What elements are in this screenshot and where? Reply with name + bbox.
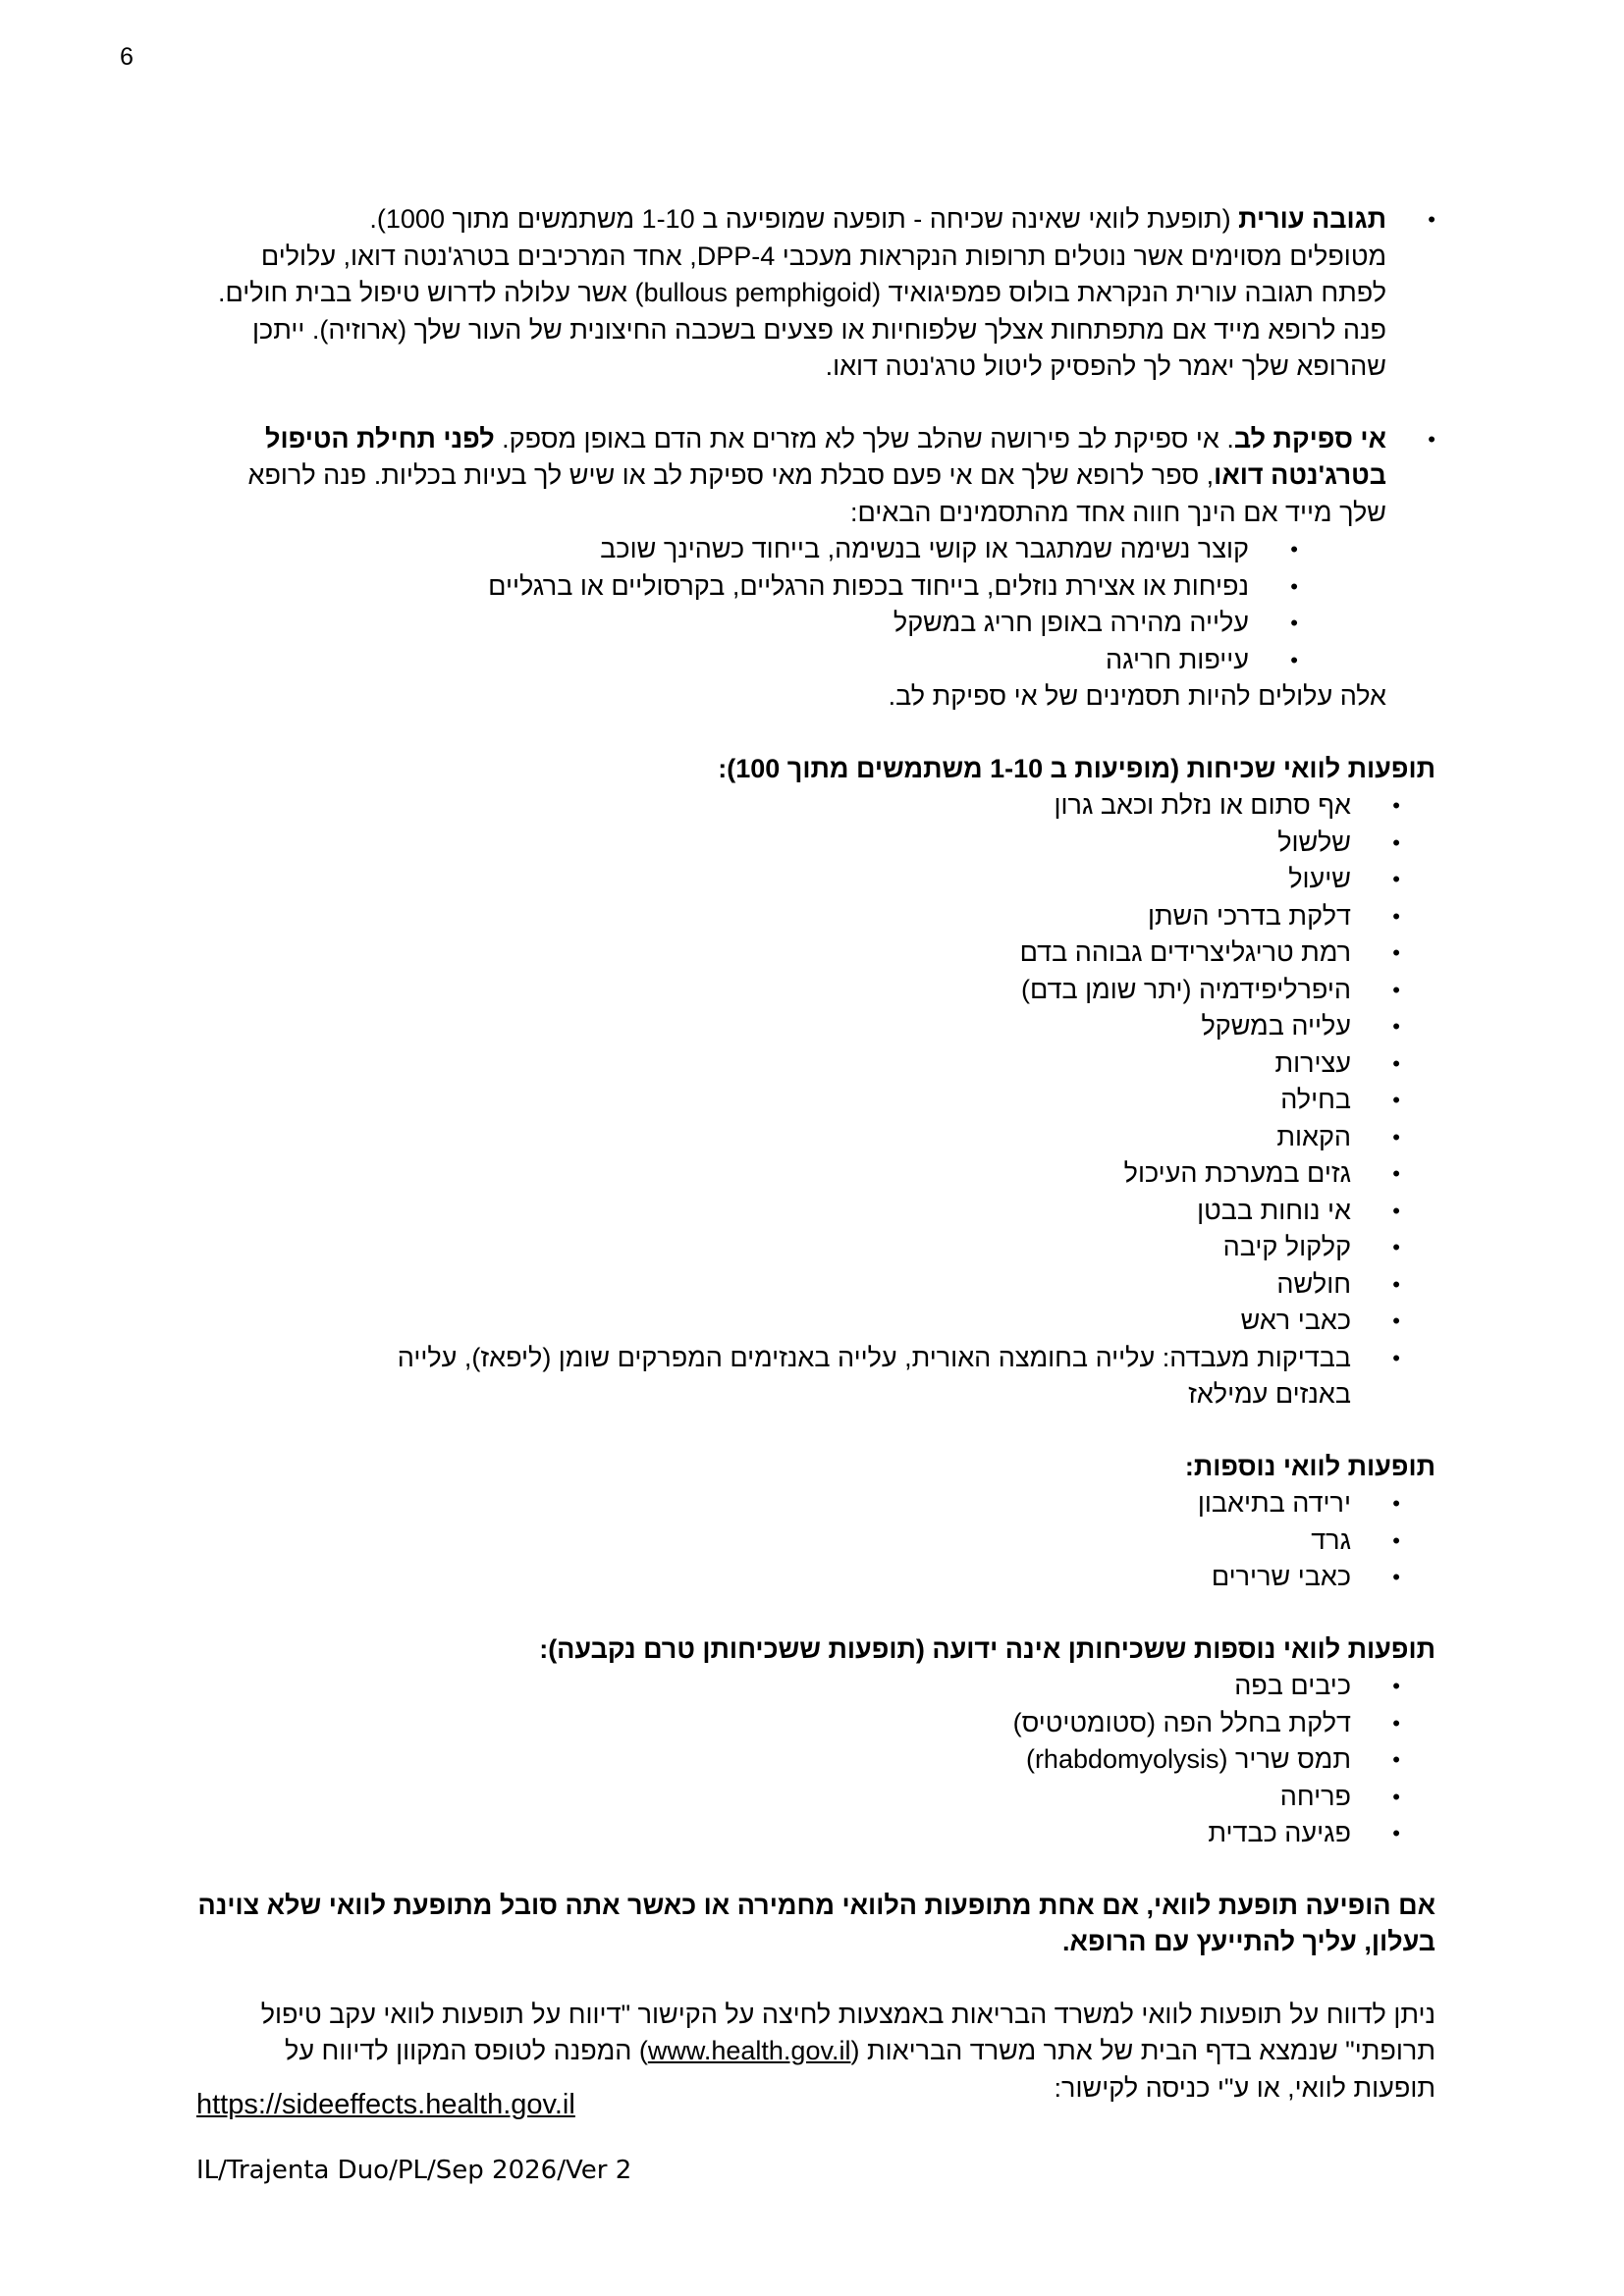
side-effect-item: • כאבי ראש xyxy=(196,1303,1400,1340)
document-footer: IL/Trajenta Duo/PL/Sep 2026/Ver 2 xyxy=(196,2156,632,2185)
heart-failure-item xyxy=(196,421,1435,716)
leaflet-content xyxy=(196,201,1435,2107)
side-effect-item: • חולשה xyxy=(196,1266,1400,1304)
side-effect-item: • גרד xyxy=(196,1522,1400,1560)
common-side-effects xyxy=(196,751,1435,1414)
side-effect-item: • פגיעה כבדית xyxy=(196,1815,1400,1852)
common-list xyxy=(196,787,1400,1414)
heart-failure-rest: , ספר לרופא שלך אם אי פעם סבלת מאי ספיקת לב או שיש לך בעיות בכליות. פנה לרופא שלך מייד אם הינך חווה אחד מהתסמינים הבאים: xyxy=(247,460,1386,527)
common-heading: תופעות לוואי שכיחות (מופיעות ב 1-10 משתמשים מתוך 100): xyxy=(718,753,1435,783)
skin-reaction-body: מטופלים מסוימים אשר נוטלים תרופות הנקראות מעכבי DPP-4, אחד המרכיבים בטרג'נטה דואו, עלולים לפתח תגובה עורית הנקראת בולוס פמפיגואיד (bullous pemphigoid) אשר עלולה לדרוש טיפול בבית חולים. פנה לרופא מייד אם מתפתחות אצלך שלפוחיות או פצעים בשכבה החיצונית של העור שלך (ארוזיה). ייתכן שהרופא שלך יאמר לך להפסיק ליטול טרג'נטה דואו. xyxy=(217,240,1386,381)
side-effect-item: • עצירות xyxy=(196,1045,1400,1083)
side-effect-item: • גזים במערכת העיכול xyxy=(196,1155,1400,1193)
side-effect-item: • בבדיקות מעבדה: עלייה בחומצה האורית, עלייה באנזימים המפרקים שומן (ליפאז), עלייה באנזים עמילאז xyxy=(369,1340,1400,1414)
heart-failure-symptoms xyxy=(196,531,1298,678)
side-effect-item: • קלקול קיבה xyxy=(196,1229,1400,1266)
heart-failure-title: אי ספיקת לב xyxy=(1233,423,1386,454)
side-effect-item: • הקאות xyxy=(196,1119,1400,1156)
side-effect-item: • שלשול xyxy=(196,825,1400,862)
health-gov-link[interactable]: www.health.gov.il xyxy=(647,2036,851,2065)
symptom-item: • עייפות חריגה xyxy=(196,642,1298,679)
additional-list xyxy=(196,1485,1400,1596)
additional-heading: תופעות לוואי נוספות: xyxy=(1184,1451,1435,1481)
side-effect-item: • עלייה במשקל xyxy=(196,1008,1400,1045)
side-effect-item: • תמס שריר (rhabdomyolysis) xyxy=(196,1741,1400,1779)
side-effect-item: • אף סתום או נזלת וכאב גרון xyxy=(196,787,1400,825)
skin-reaction-item xyxy=(196,201,1435,386)
side-effect-item: • שיעול xyxy=(196,861,1400,898)
side-effect-item: • בחילה xyxy=(196,1082,1400,1119)
side-effect-item: • כאבי שרירים xyxy=(196,1559,1400,1596)
symptom-item: • נפיחות או אצירת נוזלים, בייחוד בכפות הרגליים, בקרסוליים או ברגליים xyxy=(196,568,1298,606)
page-number: 6 xyxy=(120,43,134,71)
side-effect-item: • כיבים בפה xyxy=(196,1668,1400,1705)
skin-reaction-intro: (תופעת לוואי שאינה שכיחה - תופעה שמופיעה ב 1-10 משתמשים מתוך 1000). xyxy=(369,204,1239,234)
unknown-heading: תופעות לוואי נוספות ששכיחותן אינה ידועה (תופעות ששכיחותן טרם נקבעה): xyxy=(539,1633,1435,1664)
additional-side-effects xyxy=(196,1449,1435,1596)
skin-reaction-paragraph xyxy=(196,201,1386,239)
heart-failure-before-treatment: לפני תחילת הטיפול בטרג'נטה דואו xyxy=(265,423,1386,490)
side-effect-item: • פריחה xyxy=(196,1779,1400,1816)
skin-reaction-title: תגובה עורית xyxy=(1238,204,1386,234)
unknown-list xyxy=(196,1668,1400,1852)
heart-failure-outro: אלה עלולים להיות תסמינים של אי ספיקת לב. xyxy=(888,681,1386,711)
symptom-item: • קוצר נשימה שמתגבר או קושי בנשימה, בייחוד כשהינך שוכב xyxy=(196,531,1298,568)
unknown-frequency-side-effects xyxy=(196,1631,1435,1852)
report-text-part1: ניתן לדווח על תופעות לוואי למשרד הבריאות באמצעות לחיצה על הקישור "דיווח על תופעות לוואי עקב טיפול תרופתי" שנמצא בדף הבית של אתר משרד הבריאות ( xyxy=(260,1999,1435,2065)
side-effect-item: • דלקת בחלל הפה (סטומטיטיס) xyxy=(196,1705,1400,1742)
side-effect-item: • אי נוחות בבטן xyxy=(196,1193,1400,1230)
heart-failure-intro: . אי ספיקת לב פירושה שהלב שלך לא מזרים את הדם באופן מספק. xyxy=(494,423,1234,454)
side-effect-item: • ירידה בתיאבון xyxy=(196,1485,1400,1522)
sideeffects-link[interactable]: https://sideeffects.health.gov.il xyxy=(196,2089,575,2120)
heart-failure-paragraph xyxy=(196,421,1386,532)
side-effect-item: • דלקת בדרכי השתן xyxy=(196,898,1400,935)
symptom-item: • עלייה מהירה באופן חריג במשקל xyxy=(196,605,1298,642)
report-text-part2: ) המפנה לטופס המקוון לדיווח על תופעות לוואי, או ע"י כניסה לקישור: xyxy=(285,2036,1435,2103)
side-effect-item: • רמת טריגליצרידים גבוהה בדם xyxy=(196,934,1400,972)
side-effect-item: • היפרליפידמיה (יתר שומן בדם) xyxy=(196,972,1400,1009)
consult-doctor-warning: אם הופיעה תופעת לוואי, אם אחת מתופעות הלוואי מחמירה או כאשר אתה סובל מתופעת לוואי שלא צוינה בעלון, עליך להתייעץ עם הרופא. xyxy=(197,1890,1435,1956)
